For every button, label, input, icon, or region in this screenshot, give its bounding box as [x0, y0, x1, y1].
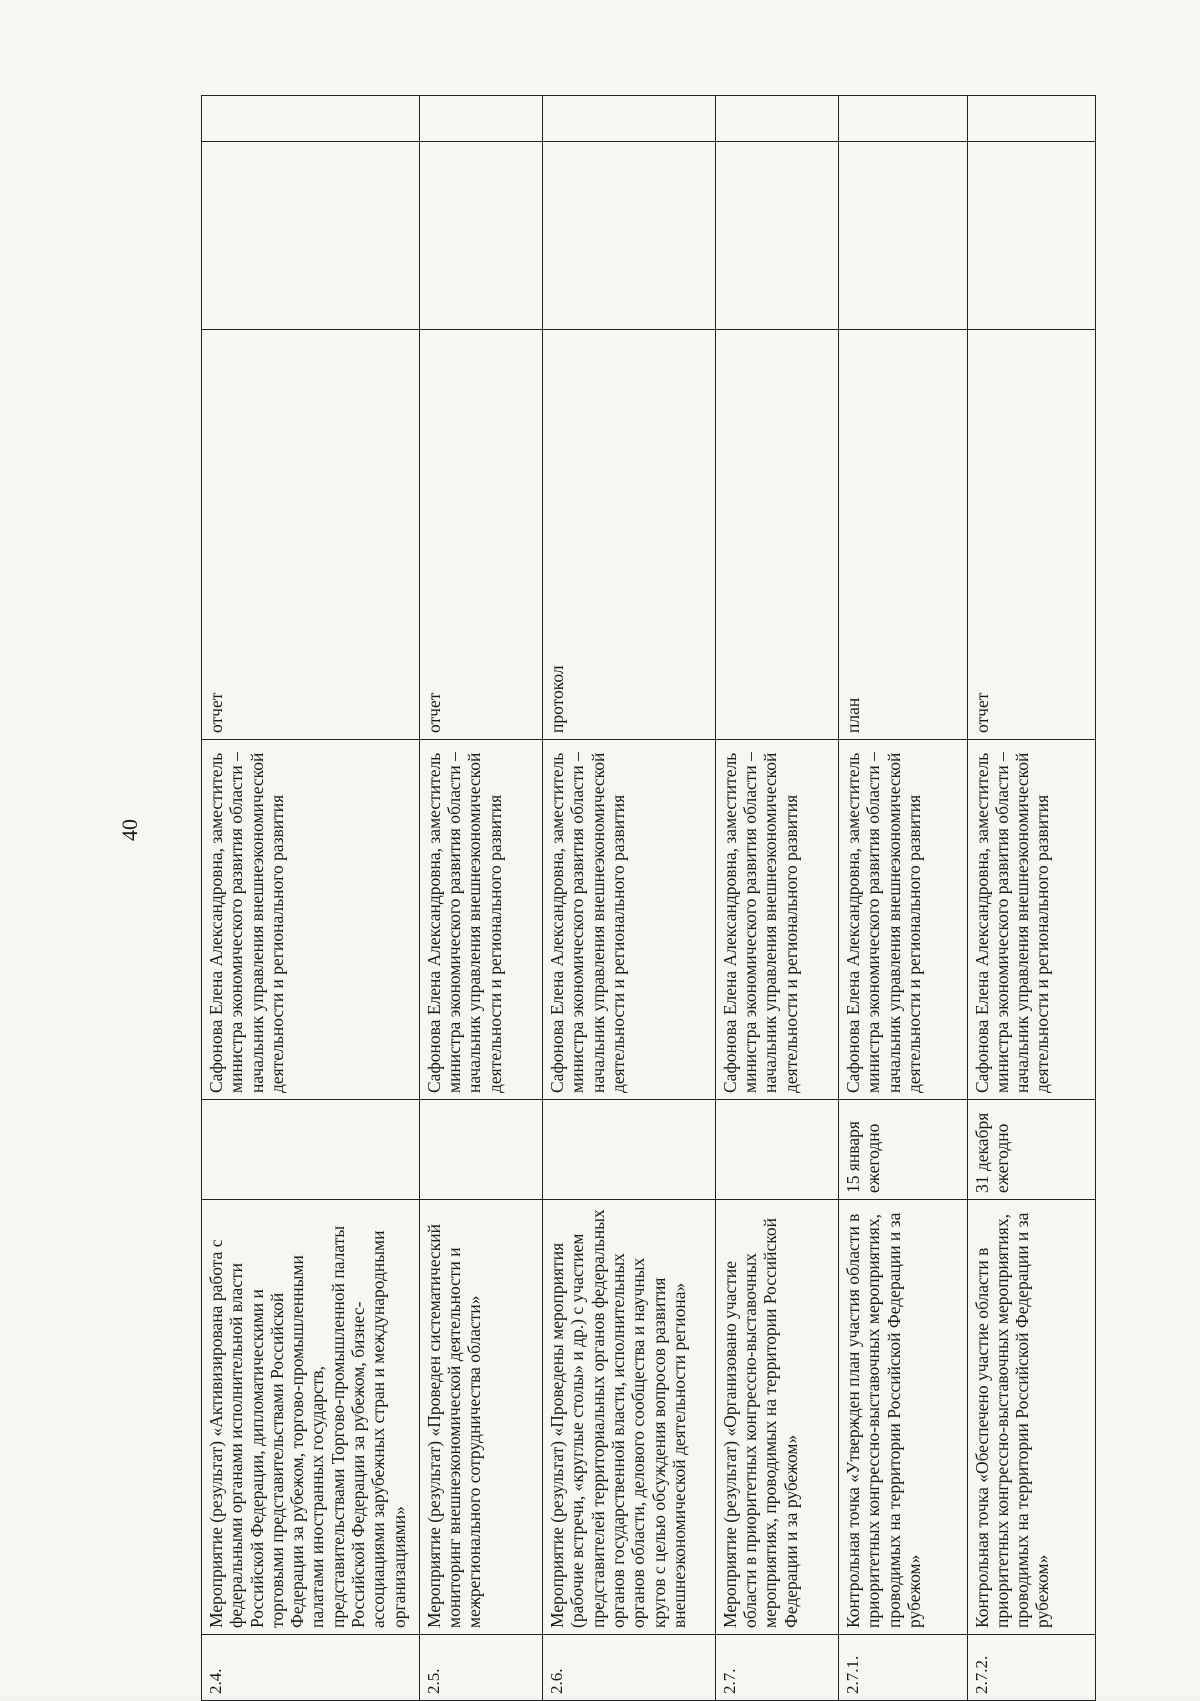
row-document: план [839, 330, 967, 740]
row-empty-cell [419, 96, 542, 142]
page-number: 40 [117, 819, 142, 841]
row-document: отчет [967, 330, 1095, 740]
row-deadline: 31 декабря ежегодно [967, 1100, 1095, 1200]
row-document: отчет [202, 330, 420, 740]
row-empty-cell [715, 96, 838, 142]
row-responsible: Сафонова Елена Александровна, заместитель министра экономического развития области – начальник управления внешнеэкономической деятельности и регионального развития [715, 740, 838, 1100]
row-activity: Мероприятие (результат) «Активизирована работа с федеральными органами исполнительной власти Российской Федерации, дипломатическими и торговыми представительствами Российской Федерации за рубежом, торгово-промышленными палатами иностранных государств, представительствами Торгово-промышленной палаты Российской Федерации за рубежом, бизнес-ассоциациями зарубежных стран и международными организациями» [202, 1200, 420, 1635]
table-row [543, 96, 716, 1701]
row-responsible: Сафонова Елена Александровна, заместитель министра экономического развития области – начальник управления внешнеэкономической деятельности и регионального развития [543, 740, 716, 1100]
row-activity: Контрольная точка «Утвержден план участия области в приоритетных конгрессно-выставочных мероприятиях, проводимых на территории Российской Федерации и за рубежом» [839, 1200, 967, 1635]
row-activity: Контрольная точка «Обеспечено участие области в приоритетных конгрессно-выставочных мероприятиях, проводимых на территории Российской Федерации и за рубежом» [967, 1200, 1095, 1635]
row-responsible: Сафонова Елена Александровна, заместитель министра экономического развития области – начальник управления внешнеэкономической деятельности и регионального развития [839, 740, 967, 1100]
row-responsible: Сафонова Елена Александровна, заместитель министра экономического развития области – начальник управления внешнеэкономической деятельности и регионального развития [419, 740, 542, 1100]
row-responsible: Сафонова Елена Александровна, заместитель министра экономического развития области – начальник управления внешнеэкономической деятельности и регионального развития [202, 740, 420, 1100]
row-deadline [419, 1100, 542, 1200]
row-activity: Мероприятие (результат) «Проведены мероприятия (рабочие встречи, «круглые столы» и др.) с участием представителей территориальных органов федеральных органов государственной власти, исполнительных органов области, делового сообщества и научных кругов с целью обсуждения вопросов развития внешнеэкономической деятельности региона» [543, 1200, 716, 1635]
row-document [715, 330, 838, 740]
row-activity: Мероприятие (результат) «Организовано участие области в приоритетных конгрессно-выставочных мероприятиях, проводимых на территории Российской Федерации и за рубежом» [715, 1200, 838, 1635]
row-deadline [202, 1100, 420, 1200]
row-deadline: 15 января ежегодно [839, 1100, 967, 1200]
row-document: отчет [419, 330, 542, 740]
table-row [715, 96, 838, 1701]
row-number: 2.6. [543, 1635, 716, 1701]
row-empty-cell [543, 96, 716, 142]
table-row [202, 96, 420, 1701]
row-responsible: Сафонова Елена Александровна, заместитель министра экономического развития области – начальник управления внешнеэкономической деятельности и регионального развития [967, 740, 1095, 1100]
row-number: 2.5. [419, 1635, 542, 1701]
row-number: 2.4. [202, 1635, 420, 1701]
row-empty-cell [419, 142, 542, 330]
row-empty-cell [543, 142, 716, 330]
row-number: 2.7.1. [839, 1635, 967, 1701]
plan-table [201, 95, 1096, 1701]
row-deadline [543, 1100, 716, 1200]
row-empty-cell [202, 96, 420, 142]
row-activity: Мероприятие (результат) «Проведен систематический мониторинг внешнеэкономической деятельности и межрегионального сотрудничества области» [419, 1200, 542, 1635]
row-deadline [715, 1100, 838, 1200]
row-empty-cell [967, 96, 1095, 142]
row-number: 2.7. [715, 1635, 838, 1701]
plan-table-rotated [201, 96, 1096, 1701]
table-row [967, 96, 1095, 1701]
row-number: 2.7.2. [967, 1635, 1095, 1701]
table-row [419, 96, 542, 1701]
row-empty-cell [202, 142, 420, 330]
row-empty-cell [967, 142, 1095, 330]
row-empty-cell [715, 142, 838, 330]
table-row [839, 96, 967, 1701]
row-empty-cell [839, 96, 967, 142]
row-document: протокол [543, 330, 716, 740]
row-empty-cell [839, 142, 967, 330]
